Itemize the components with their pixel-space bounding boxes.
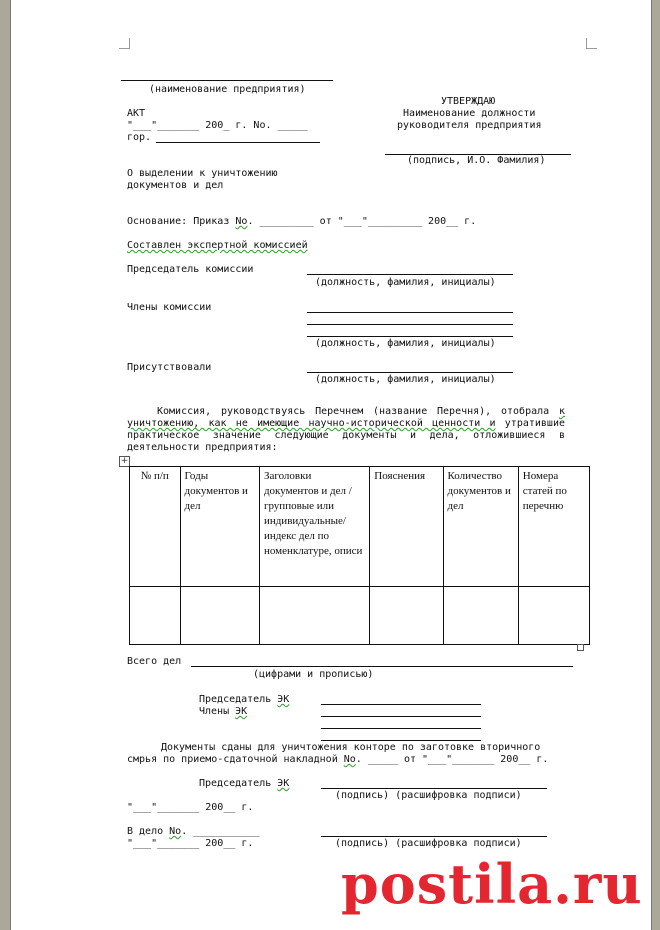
handover-chairman <box>199 778 289 790</box>
ek-members-word: Члены <box>199 706 230 717</box>
enterprise-caption: (наименование предприятия) <box>149 84 306 95</box>
handover-line-2-end: . _____ от "___"_______ 200__ г. <box>355 754 549 765</box>
approve-position: Наименование должности <box>403 108 536 119</box>
paragraph-end: утратившие практическое значение следующие документы и дела, отложившиеся в деятельности предприятия: <box>127 418 565 453</box>
header-cell-number: № п/п <box>130 467 181 587</box>
decision-paragraph <box>127 406 565 454</box>
ek-members-abbr: ЭК <box>235 706 248 717</box>
table-cell[interactable] <box>180 587 259 645</box>
header-cell-quantity: Количество документов и дел <box>443 467 518 587</box>
to-file-no: No <box>169 826 182 837</box>
table-cell[interactable] <box>518 587 589 645</box>
handover-chairman-word: Председатель <box>199 778 272 789</box>
ek-members-label <box>199 706 247 718</box>
enterprise-line <box>121 80 333 81</box>
handover-sign-line-2 <box>321 836 547 837</box>
approve-title: УТВЕРЖДАЮ <box>441 96 496 107</box>
paragraph-squiggle: к уничтожению, как не имеющие научно-исторической ценности и <box>127 406 565 429</box>
ek-line-4 <box>321 740 481 741</box>
documents-table <box>129 466 590 645</box>
subject-line-2: документов и дел <box>127 180 224 191</box>
ek-chairman-word: Председатель <box>199 694 272 705</box>
akt-title: АКТ <box>127 108 146 119</box>
handover-ek-abbr: ЭК <box>277 778 290 789</box>
crop-mark-top-right <box>586 38 597 49</box>
table-cell[interactable] <box>130 587 181 645</box>
handover-date-2: "___"_______ 200__ г. <box>127 838 254 849</box>
approve-signature-caption: (подпись, И.О. Фамилия) <box>407 155 546 166</box>
handover-line-1: Документы сданы для уничтожения конторе по заготовке вторичного <box>161 742 541 753</box>
chairman-caption: (должность, фамилия, инициалы) <box>315 277 496 288</box>
chairman-line <box>307 274 513 275</box>
postila-watermark-logo: postila.ru <box>341 852 643 916</box>
handover-line-2 <box>127 754 548 766</box>
table-row <box>130 587 590 645</box>
basis-rest: . _________ от "___"_________ 200__ г. <box>247 216 477 227</box>
present-caption: (должность, фамилия, инициалы) <box>315 374 496 385</box>
basis-line <box>127 216 476 228</box>
handover-sign-caption-2: (подпись) (расшифровка подписи) <box>335 838 522 849</box>
present-label: Присутствовали <box>127 362 212 373</box>
paragraph-start: Комиссия, руководствуясь Перечнем (название Перечня), отобрала <box>157 406 559 417</box>
basis-no: No <box>235 216 248 227</box>
members-caption: (должность, фамилия, инициалы) <box>315 338 496 349</box>
approve-head: руководителя предприятия <box>397 120 542 131</box>
total-caption: (цифрами и прописью) <box>253 669 374 680</box>
members-label: Члены комиссии <box>127 302 212 313</box>
to-file-label: В дело <box>127 826 164 837</box>
header-cell-titles: Заголовки документов и дел /групповые или индивидуальные/ индекс дел по номенклатуре, описи <box>259 467 369 587</box>
header-cell-notes: Пояснения <box>370 467 443 587</box>
table-header-row <box>130 467 590 587</box>
table-cell[interactable] <box>259 587 369 645</box>
present-line <box>307 372 513 373</box>
city-label: гор. <box>127 132 152 143</box>
handover-no: No <box>343 754 356 765</box>
handover-sign-line-1 <box>321 788 547 789</box>
ek-line-2 <box>321 716 481 717</box>
ek-line-3 <box>321 728 481 729</box>
members-line-1 <box>307 312 513 313</box>
composed-by: Составлен экспертной комиссией <box>127 240 308 251</box>
total-label: Всего дел <box>127 656 182 667</box>
table-resize-handle[interactable] <box>577 644 584 651</box>
handover-date-1: "___"_______ 200__ г. <box>127 802 254 813</box>
ek-line-1 <box>321 704 481 705</box>
header-cell-years: Годы документов и дел <box>180 467 259 587</box>
members-line-2 <box>307 324 513 325</box>
table-cell[interactable] <box>443 587 518 645</box>
handover-sign-caption-1: (подпись) (расшифровка подписи) <box>335 790 522 801</box>
document-page <box>10 0 652 930</box>
crop-mark-top-left <box>119 38 130 49</box>
chairman-label: Председатель комиссии <box>127 264 254 275</box>
basis-label: Основание: Приказ <box>127 216 230 227</box>
total-line <box>191 666 573 667</box>
ek-chairman-label <box>199 694 289 706</box>
header-cell-articles: Номера статей по перечню <box>518 467 589 587</box>
to-file-rest: . ___________ <box>181 826 260 837</box>
to-file <box>127 826 259 838</box>
ek-abbr: ЭК <box>277 694 290 705</box>
table-cell[interactable] <box>370 587 443 645</box>
akt-date-number: "___"_______ 200_ г. No. _____ <box>127 120 308 131</box>
handover-line-2-start: смрья по приемо-сдаточной накладной <box>127 754 344 765</box>
city-line <box>156 142 320 143</box>
table-move-handle-icon[interactable]: + <box>120 456 129 466</box>
members-line-3 <box>307 336 513 337</box>
subject-line-1: О выделении к уничтожению <box>127 168 278 179</box>
